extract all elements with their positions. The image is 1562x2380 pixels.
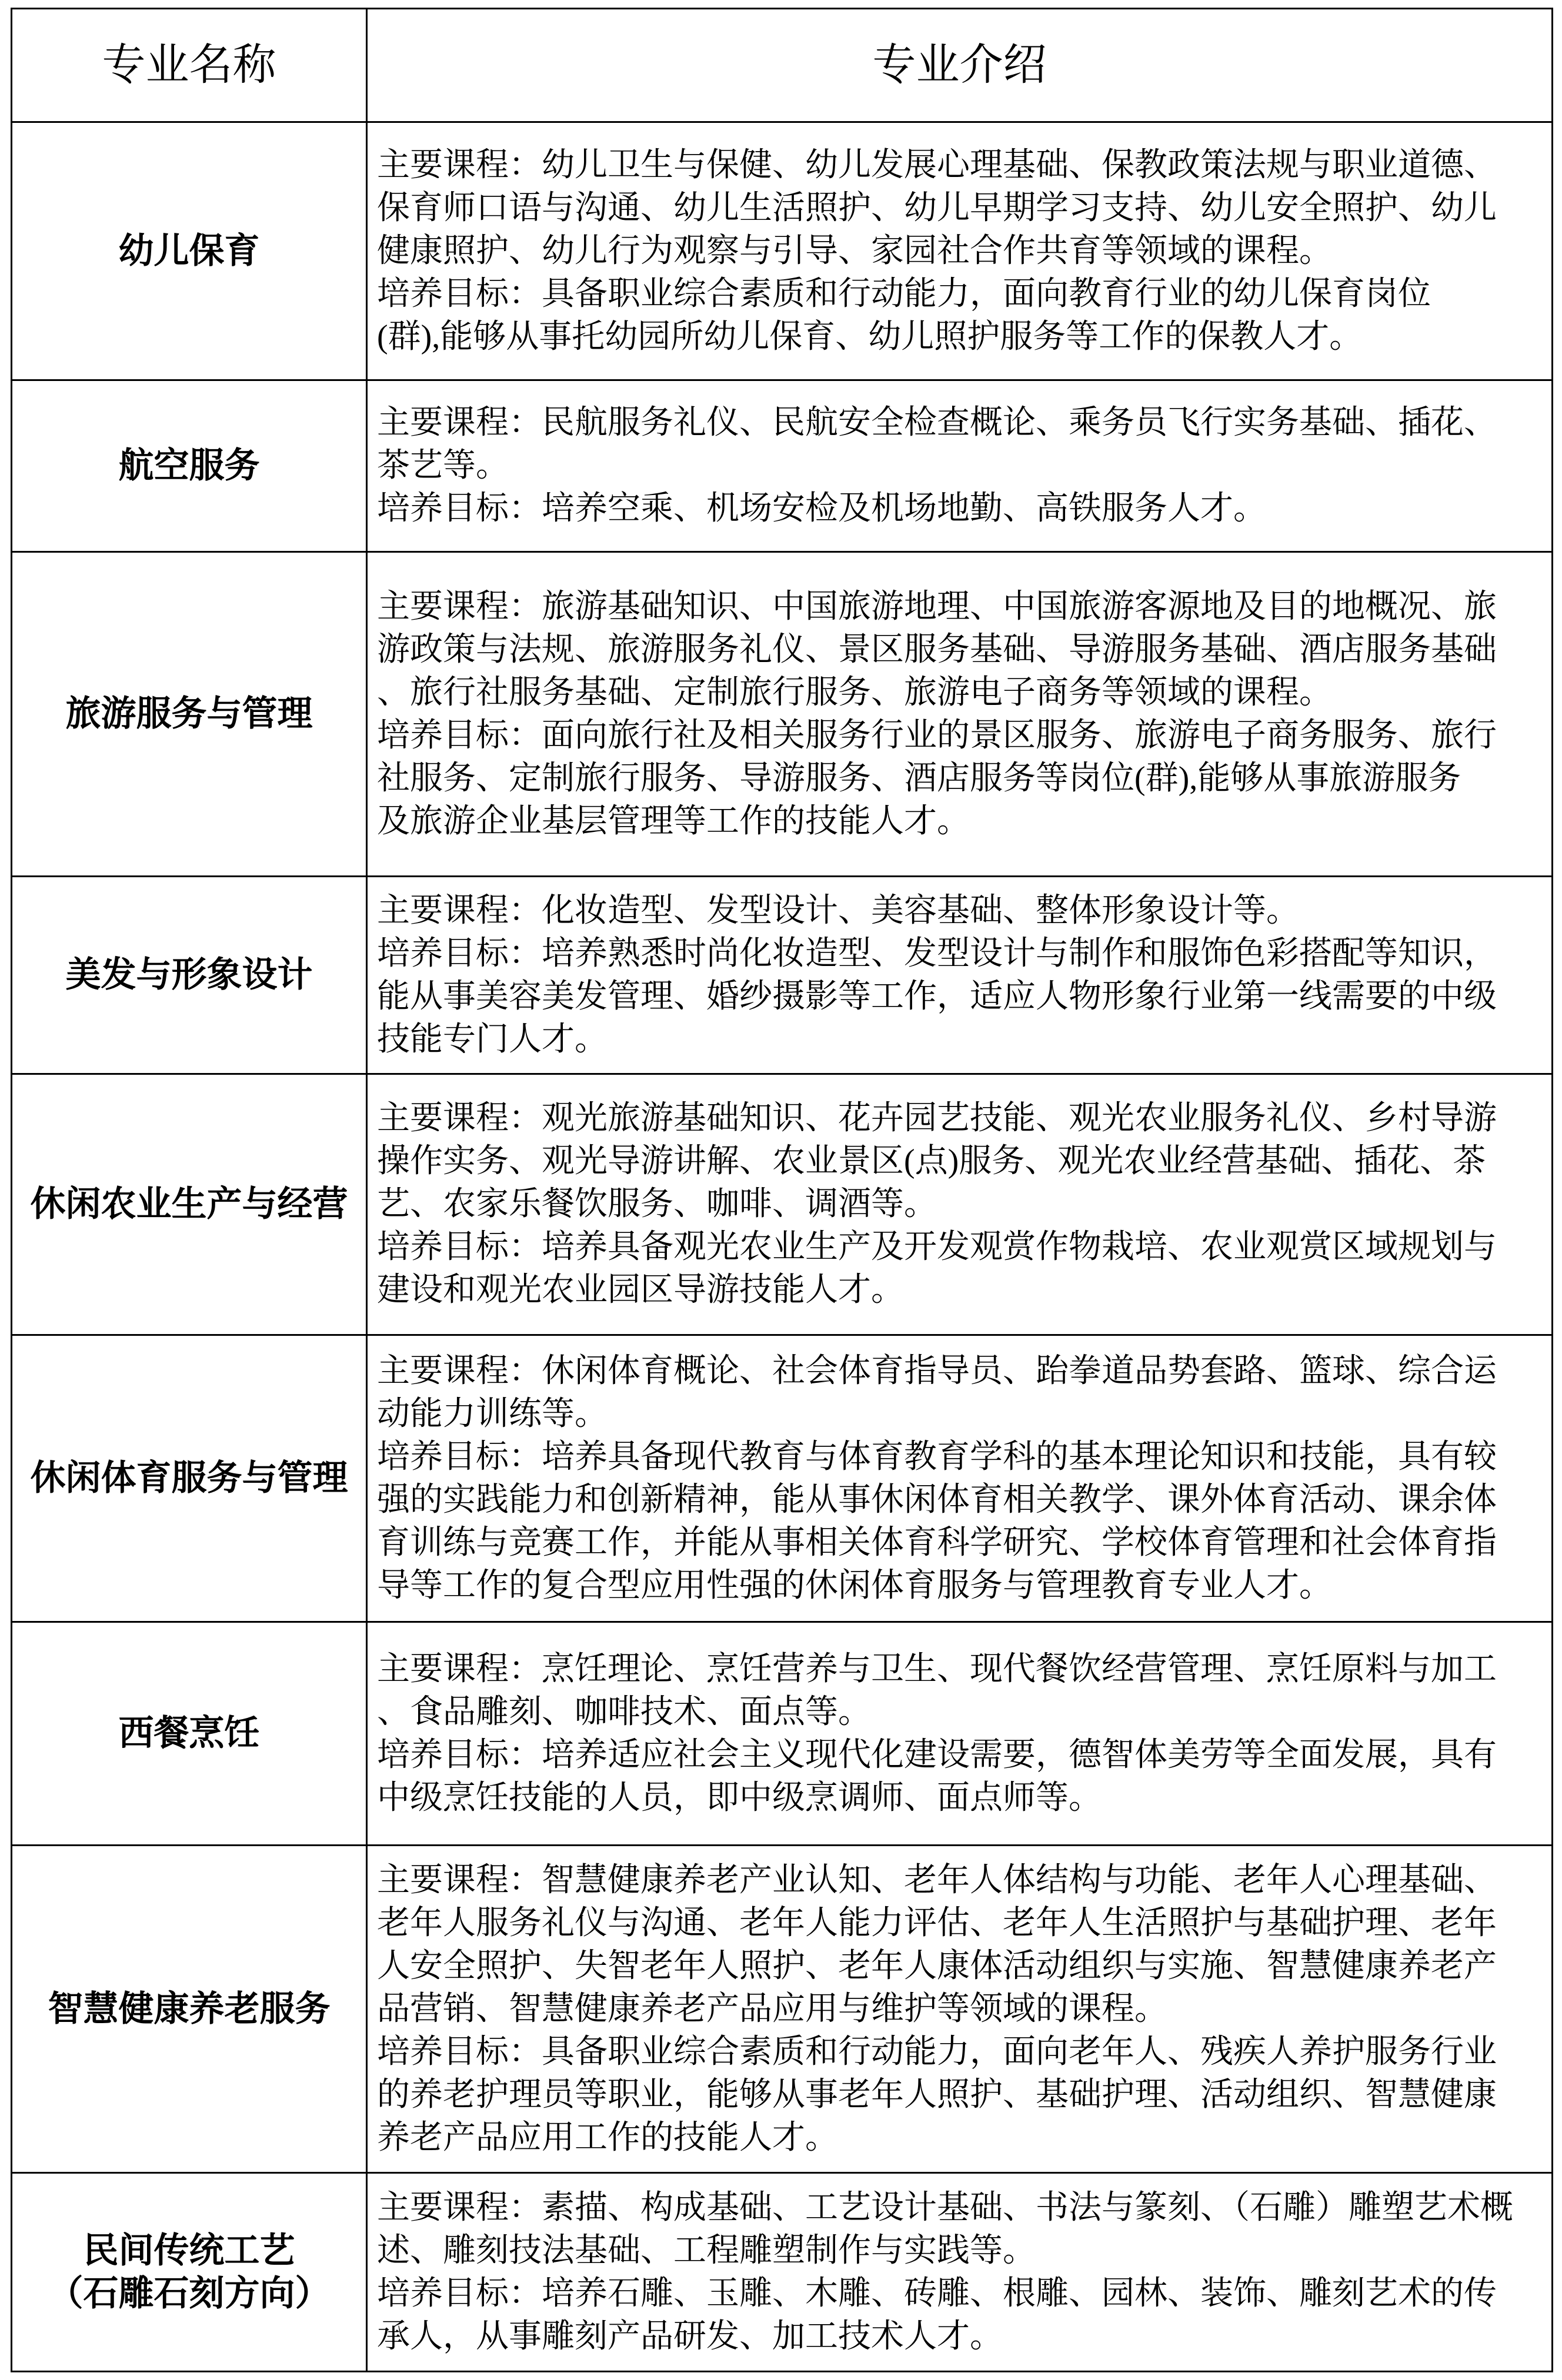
goal-paragraph <box>377 487 1547 530</box>
goal-paragraph <box>377 932 1547 1061</box>
courses-line: 艺、农家乐餐饮服务、咖啡、调酒等。 <box>377 1186 937 1222</box>
courses-line: 老年人服务礼仪与沟通、老年人能力评估、老年人生活照护与基础护理、老年 <box>377 1904 1497 1941</box>
courses-paragraph <box>377 1648 1547 1734</box>
table-row <box>12 122 1553 380</box>
major-intro-cell <box>367 380 1553 552</box>
goal-line: 培养目标：培养适应社会主义现代化建设需要，德智体美劳等全面发展，具有 <box>377 1736 1497 1773</box>
courses-line: 、旅行社服务基础、定制旅行服务、旅游电子商务等领域的课程。 <box>377 674 1332 711</box>
goal-line: 强的实践能力和创新精神，能从事休闲体育相关教学、课外体育活动、课余体 <box>377 1481 1497 1518</box>
major-name: 幼儿保育 <box>118 231 260 270</box>
courses-line: 动能力训练等。 <box>377 1395 608 1432</box>
goal-line: 技能专门人才。 <box>377 1021 608 1058</box>
major-intro-cell <box>367 552 1553 877</box>
major-name-cell <box>12 380 367 552</box>
courses-line: 人安全照护、失智老年人照护、老年人康体活动组织与实施、智慧健康养老产 <box>377 1947 1497 1984</box>
courses-line: 品营销、智慧健康养老产品应用与维护等领域的课程。 <box>377 1990 1167 2027</box>
goal-paragraph <box>377 1226 1547 1312</box>
goal-line: 培养目标：具备职业综合素质和行动能力，面向教育行业的幼儿保育岗位 <box>377 275 1431 312</box>
goal-line: 及旅游企业基层管理等工作的技能人才。 <box>377 803 970 840</box>
major-intro-cell <box>367 1622 1553 1846</box>
courses-paragraph <box>377 402 1547 487</box>
major-name: 美发与形象设计 <box>65 955 313 994</box>
courses-line: 主要课程：烹饪理论、烹饪营养与卫生、现代餐饮经营管理、烹饪原料与加工 <box>377 1650 1497 1687</box>
courses-line: 主要课程：旅游基础知识、中国旅游地理、中国旅游客源地及目的地概况、旅 <box>377 588 1497 625</box>
header-major-intro: 专业介绍 <box>367 9 1553 122</box>
major-name: 休闲农业生产与经营 <box>30 1185 348 1224</box>
goal-line: 中级烹饪技能的人员，即中级烹调师、面点师等。 <box>377 1779 1102 1816</box>
major-name: 航空服务 <box>118 446 260 485</box>
courses-line: 主要课程：民航服务礼仪、民航安全检查概论、乘务员飞行实务基础、插花、 <box>377 405 1497 441</box>
goal-paragraph <box>377 273 1547 359</box>
goal-line: 培养目标：培养空乘、机场安检及机场地勤、高铁服务人才。 <box>377 490 1266 527</box>
goal-line: 培养目标：面向旅行社及相关服务行业的景区服务、旅游电子商务服务、旅行 <box>377 717 1497 754</box>
courses-line: 保育师口语与沟通、幼儿生活照护、幼儿早期学习支持、幼儿安全照护、幼儿 <box>377 189 1497 226</box>
courses-line: 茶艺等。 <box>377 447 509 484</box>
courses-line: 、食品雕刻、咖啡技术、面点等。 <box>377 1693 871 1730</box>
major-name: 民间传统工艺 <box>83 2231 295 2270</box>
courses-line: 操作实务、观光导游讲解、农业景区(点)服务、观光农业经营基础、插花、茶 <box>377 1143 1486 1179</box>
major-name: 西餐烹饪 <box>118 1714 260 1753</box>
major-name: 智慧健康养老服务 <box>48 1989 331 2028</box>
goal-line: (群),能够从事托幼园所幼儿保育、幼儿照护服务等工作的保教人才。 <box>377 318 1363 355</box>
major-name-cell <box>12 877 367 1074</box>
goal-line: 培养目标：具备职业综合素质和行动能力，面向老年人、残疾人养护服务行业 <box>377 2033 1497 2070</box>
goal-line: 养老产品应用工作的技能人才。 <box>377 2119 838 2156</box>
goal-paragraph <box>377 1436 1547 1607</box>
courses-line: 游政策与法规、旅游服务礼仪、景区服务基础、导游服务基础、酒店服务基础 <box>377 631 1497 668</box>
courses-line: 主要课程：观光旅游基础知识、花卉园艺技能、观光农业服务礼仪、乡村导游 <box>377 1100 1497 1136</box>
courses-line: 主要课程：智慧健康养老产业认知、老年人体结构与功能、老年人心理基础、 <box>377 1861 1497 1898</box>
courses-paragraph <box>377 890 1547 932</box>
courses-paragraph <box>377 144 1547 273</box>
courses-line: 主要课程：幼儿卫生与保健、幼儿发展心理基础、保教政策法规与职业道德、 <box>377 146 1497 183</box>
table-header-row <box>12 9 1553 122</box>
goal-paragraph <box>377 1734 1547 1820</box>
goal-line: 导等工作的复合型应用性强的休闲体育服务与管理教育专业人才。 <box>377 1567 1332 1604</box>
courses-line: 述、雕刻技法基础、工程雕塑制作与实践等。 <box>377 2232 1036 2269</box>
table-row <box>12 1074 1553 1335</box>
table-row <box>12 1335 1553 1622</box>
major-intro-cell <box>367 1846 1553 2173</box>
major-intro-cell <box>367 877 1553 1074</box>
table-row <box>12 1622 1553 1846</box>
goal-line: 培养目标：培养石雕、玉雕、木雕、砖雕、根雕、园林、装饰、雕刻艺术的传 <box>377 2275 1497 2312</box>
goal-line: 育训练与竞赛工作，并能从事相关体育科学研究、学校体育管理和社会体育指 <box>377 1524 1497 1561</box>
major-name-cell <box>12 1846 367 2173</box>
goal-paragraph <box>377 714 1547 843</box>
goal-line: 社服务、定制旅行服务、导游服务、酒店服务等岗位(群),能够从事旅游服务 <box>377 760 1461 797</box>
major-intro-cell <box>367 122 1553 380</box>
major-intro-cell <box>367 1074 1553 1335</box>
table-row <box>12 380 1553 552</box>
major-name-cell <box>12 1622 367 1846</box>
goal-paragraph <box>377 2272 1547 2358</box>
goal-line: 培养目标：培养具备现代教育与体育教育学科的基本理论知识和技能，具有较 <box>377 1438 1497 1475</box>
courses-line: 健康照护、幼儿行为观察与引导、家园社合作共育等领域的课程。 <box>377 232 1332 269</box>
major-intro-cell <box>367 2173 1553 2372</box>
goal-line: 的养老护理员等职业，能够从事老年人照护、基础护理、活动组织、智慧健康 <box>377 2076 1497 2113</box>
major-name-cell <box>12 2173 367 2372</box>
major-name: 休闲体育服务与管理 <box>30 1459 348 1497</box>
courses-line: 主要课程：化妆造型、发型设计、美容基础、整体形象设计等。 <box>377 892 1299 929</box>
table-row <box>12 877 1553 1074</box>
major-name-direction: （石雕石刻方向） <box>48 2274 331 2313</box>
courses-paragraph <box>377 586 1547 714</box>
header-major-name: 专业名称 <box>12 9 367 122</box>
table-row <box>12 552 1553 877</box>
goal-paragraph <box>377 2031 1547 2160</box>
major-intro-cell <box>367 1335 1553 1622</box>
courses-paragraph <box>377 1859 1547 2031</box>
major-name-cell <box>12 1074 367 1335</box>
goal-line: 承人，从事雕刻产品研发、加工技术人才。 <box>377 2318 1003 2355</box>
table-row <box>12 2173 1553 2372</box>
courses-paragraph <box>377 2187 1547 2272</box>
goal-line: 能从事美容美发管理、婚纱摄影等工作，适应人物形象行业第一线需要的中级 <box>377 978 1497 1015</box>
goal-line: 培养目标：培养具备观光农业生产及开发观赏作物栽培、农业观赏区域规划与 <box>377 1229 1497 1265</box>
majors-table <box>11 8 1553 2372</box>
major-name: 旅游服务与管理 <box>65 694 313 733</box>
major-name-cell <box>12 122 367 380</box>
courses-line: 主要课程：素描、构成基础、工艺设计基础、书法与篆刻、（石雕）雕塑艺术概 <box>377 2189 1513 2226</box>
major-name-cell <box>12 1335 367 1622</box>
goal-line: 建设和观光农业园区导游技能人才。 <box>377 1272 904 1308</box>
courses-line: 主要课程：休闲体育概论、社会体育指导员、跆拳道品势套路、篮球、综合运 <box>377 1352 1497 1389</box>
goal-line: 培养目标：培养熟悉时尚化妆造型、发型设计与制作和服饰色彩搭配等知识， <box>377 935 1497 972</box>
courses-paragraph <box>377 1350 1547 1436</box>
table-row <box>12 1846 1553 2173</box>
major-name-cell <box>12 552 367 877</box>
courses-paragraph <box>377 1097 1547 1226</box>
